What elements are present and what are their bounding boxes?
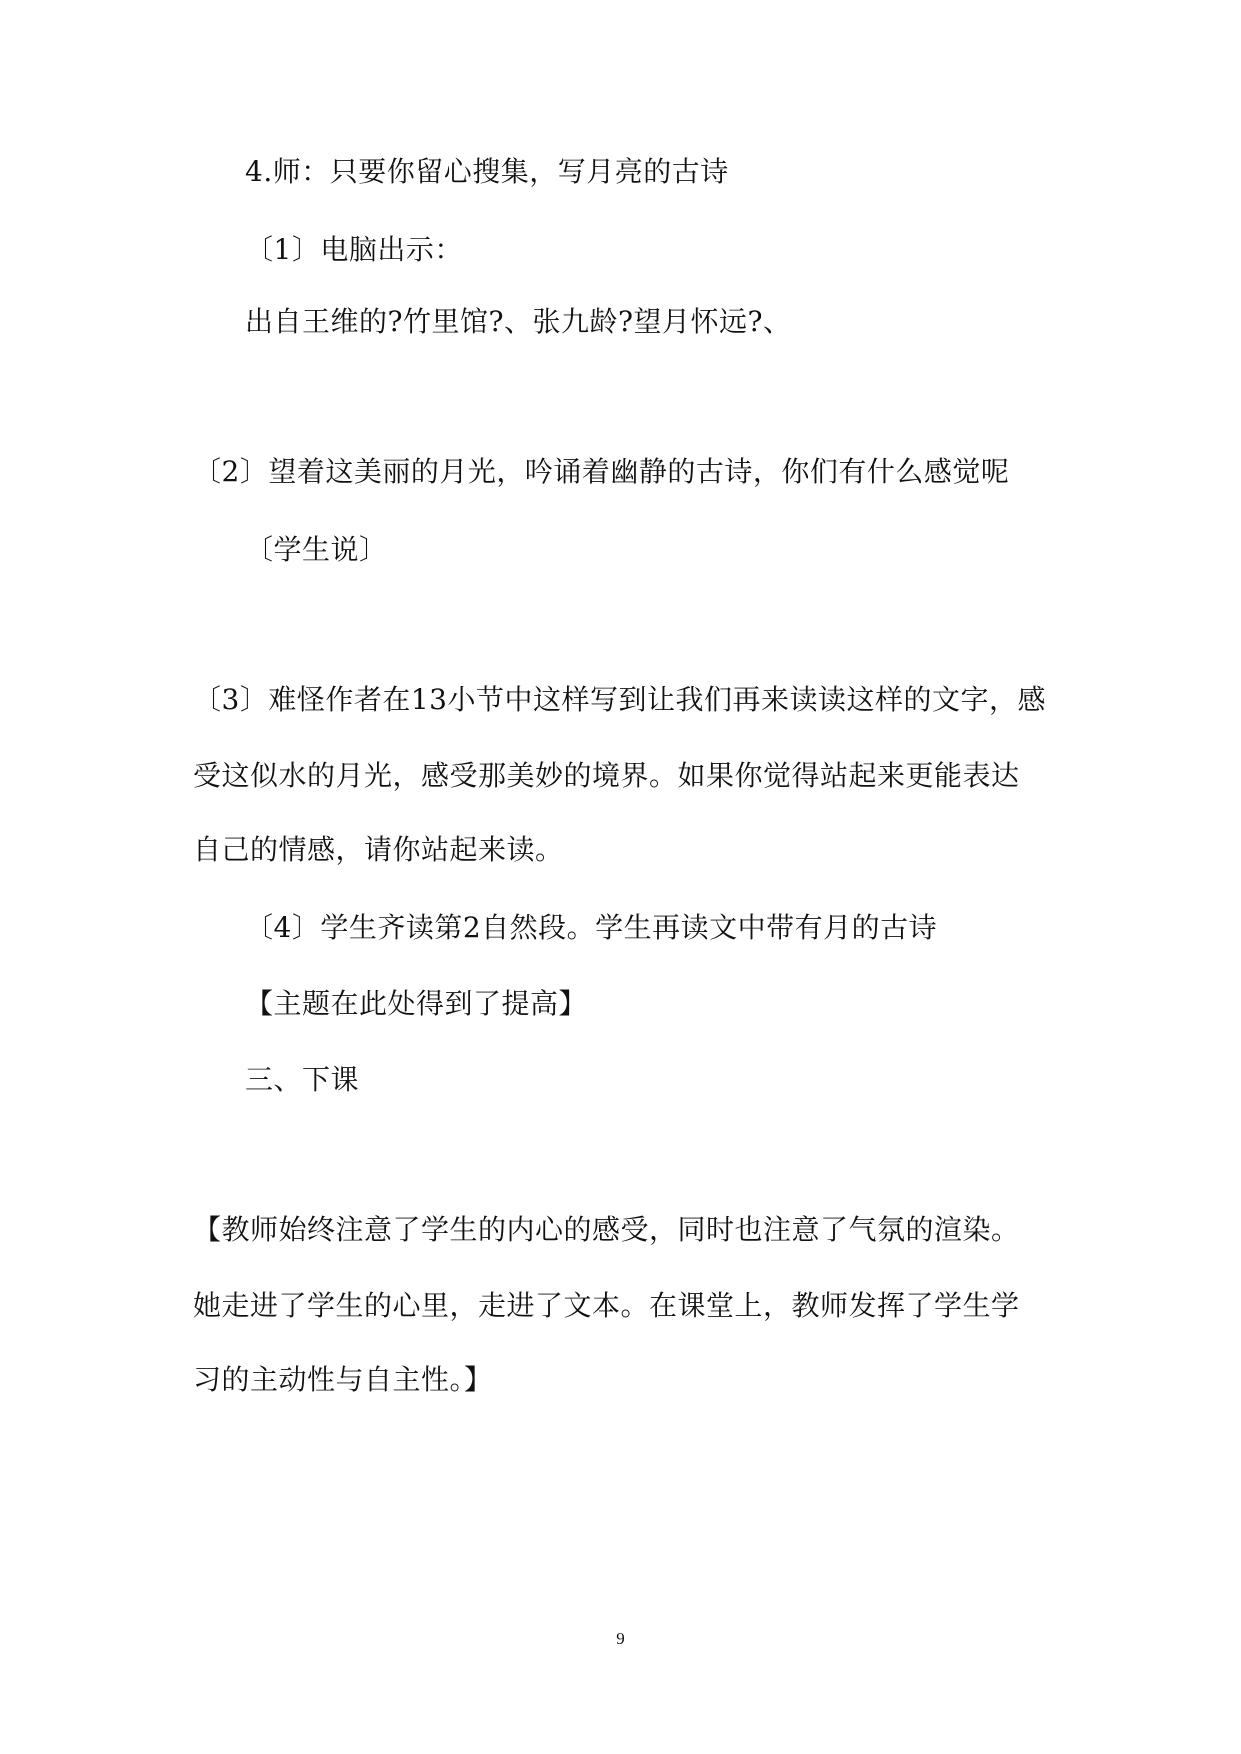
paragraph-line: 受这似水的月光，感受那美妙的境界。如果你觉得站起来更能表达: [193, 759, 1020, 792]
comment-line: 【教师始终注意了学生的内心的感受，同时也注意了气氛的渲染。: [193, 1213, 1020, 1246]
paragraph-line: 【主题在此处得到了提高】: [245, 987, 588, 1020]
page-number: 9: [616, 1629, 625, 1648]
paragraph-line: 〔3〕难怪作者在13小节中这样写到让我们再来读读这样的文字，感: [193, 683, 1046, 716]
paragraph-line: 4.师：只要你留心搜集，写月亮的古诗: [245, 155, 729, 188]
comment-line: 她走进了学生的心里，走进了文本。在课堂上，教师发挥了学生学: [193, 1289, 1020, 1322]
paragraph-line: 〔学生说〕: [245, 533, 388, 566]
paragraph-line: 〔1〕电脑出示：: [245, 233, 463, 266]
paragraph-line: 〔2〕望着这美丽的月光，吟诵着幽静的古诗，你们有什么感觉呢: [193, 455, 1010, 488]
section-heading: 三、下课: [245, 1063, 360, 1096]
comment-line: 习的主动性与自主性。】: [193, 1363, 493, 1396]
paragraph-line: 出自王维的?竹里馆?、张九龄?望月怀远?、: [245, 305, 792, 338]
paragraph-line: 〔4〕学生齐读第2自然段。学生再读文中带有月的古诗: [245, 911, 938, 944]
paragraph-line: 自己的情感，请你站起来读。: [193, 833, 564, 866]
